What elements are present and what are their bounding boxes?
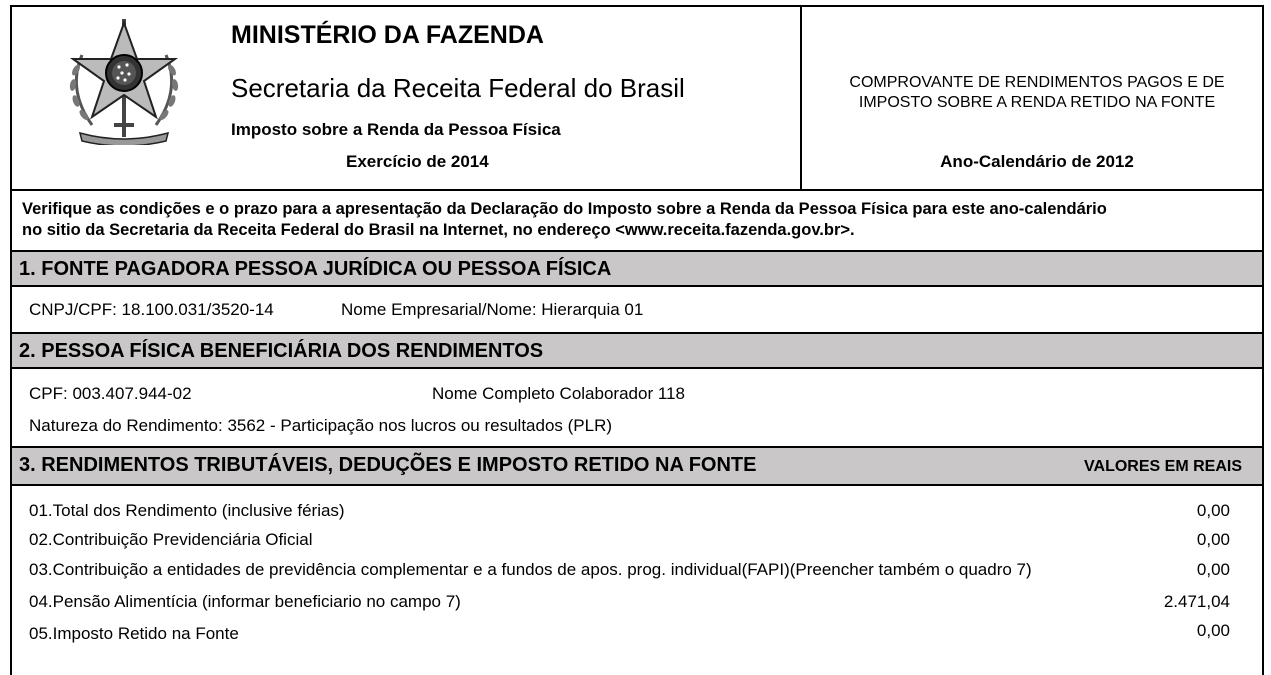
income-row-label: 02.Contribuição Previdenciária Oficial bbox=[29, 530, 313, 549]
nome-completo-field: Nome Completo Colaborador 118 bbox=[432, 384, 685, 403]
notice-line1: Verifique as condições e o prazo para a apresentação da Declaração do Imposto sobre a Renda da Pessoa Física para este ano-calendário bbox=[22, 200, 1107, 218]
notice-text bbox=[22, 199, 1252, 241]
imposto-subtitle: Imposto sobre a Renda da Pessoa Física bbox=[231, 120, 561, 139]
valores-em-reais-label: VALORES EM REAIS bbox=[1084, 458, 1242, 475]
comprovante-line1: COMPROVANTE DE RENDIMENTOS PAGOS E DE bbox=[849, 74, 1225, 91]
document-frame bbox=[10, 5, 1264, 675]
income-row-value: 0,00 bbox=[1196, 621, 1230, 640]
section3-header bbox=[12, 446, 1262, 486]
ano-calendario-label: Ano-Calendário de 2012 bbox=[940, 152, 1134, 171]
nome-empresarial-field: Nome Empresarial/Nome: Hierarquia 01 bbox=[341, 300, 644, 319]
income-row-label: 01.Total dos Rendimento (inclusive férias) bbox=[29, 501, 345, 520]
section1-header bbox=[12, 250, 1262, 287]
section2-header bbox=[12, 332, 1262, 369]
comprovante-title bbox=[812, 73, 1262, 113]
section3-title: 3. RENDIMENTOS TRIBUTÁVEIS, DEDUÇÕES E IMPOSTO RETIDO NA FONTE bbox=[19, 454, 757, 476]
cnpj-field: CNPJ/CPF: 18.100.031/3520-14 bbox=[29, 300, 274, 319]
section1-title: 1. FONTE PAGADORA PESSOA JURÍDICA OU PESSOA FÍSICA bbox=[19, 258, 612, 280]
notice-line2: no sitio da Secretaria da Receita Federal do Brasil na Internet, no endereço <www.receita.fazenda.gov.br>. bbox=[22, 221, 855, 239]
exercicio-label: Exercício de 2014 bbox=[346, 152, 489, 171]
income-row-value: 0,00 bbox=[1196, 501, 1230, 520]
header-divider bbox=[800, 7, 802, 189]
comprovante-line2: IMPOSTO SOBRE A RENDA RETIDO NA FONTE bbox=[858, 94, 1216, 111]
natureza-rendimento-field: Natureza do Rendimento: 3562 - Participação nos lucros ou resultados (PLR) bbox=[29, 416, 613, 435]
income-row-label: 04.Pensão Alimentícia (informar beneficiario no campo 7) bbox=[29, 592, 461, 611]
cpf-field: CPF: 003.407.944-02 bbox=[29, 384, 192, 403]
income-row-value: 2.471,04 bbox=[1163, 592, 1230, 611]
ministry-title: MINISTÉRIO DA FAZENDA bbox=[231, 21, 544, 49]
income-row-label: 05.Imposto Retido na Fonte bbox=[29, 624, 239, 643]
section2-title: 2. PESSOA FÍSICA BENEFICIÁRIA DOS RENDIMENTOS bbox=[19, 340, 544, 362]
income-row-value: 0,00 bbox=[1196, 530, 1230, 549]
income-row-value: 0,00 bbox=[1196, 560, 1230, 579]
income-row-label: 03.Contribuição a entidades de previdência complementar e a fundos de apos. prog. individual(FAPI)(Preencher também o quadro 7) bbox=[29, 560, 1032, 579]
secretaria-title: Secretaria da Receita Federal do Brasil bbox=[231, 73, 685, 103]
brazil-coat-of-arms-icon bbox=[62, 15, 186, 145]
document-header bbox=[12, 7, 1262, 191]
